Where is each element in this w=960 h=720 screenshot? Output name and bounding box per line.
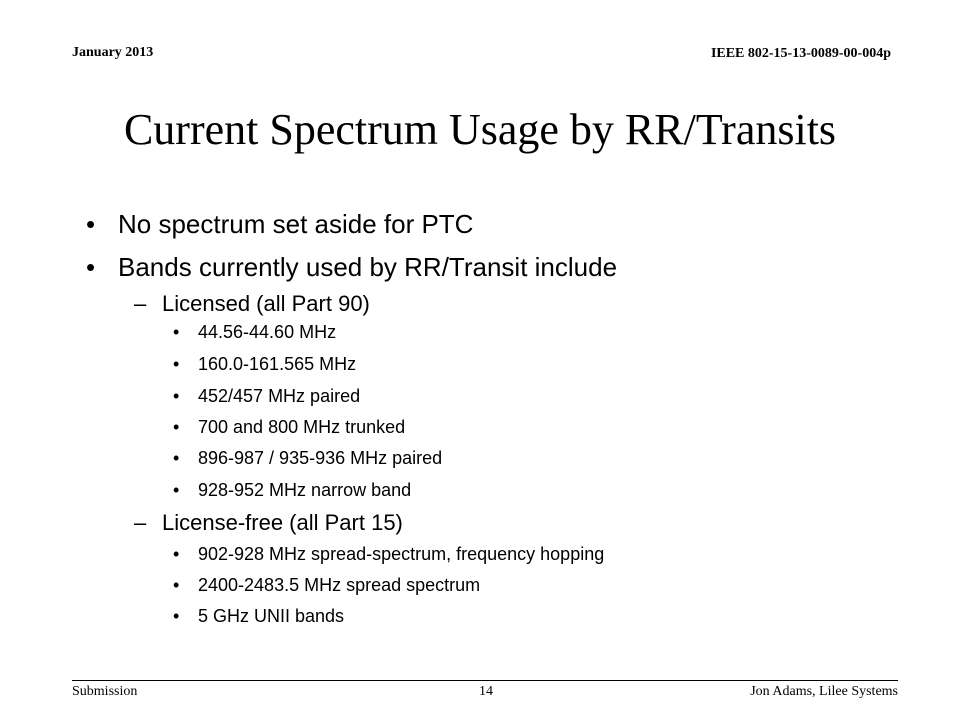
slide-title: Current Spectrum Usage by RR/Transits [123,105,837,154]
bullet-text: No spectrum set aside for PTC [118,209,474,239]
bullet-marker: • [173,575,180,595]
band-list-item [173,543,605,565]
bullet-marker: • [173,322,180,342]
band-text: 44.56-44.60 MHz [198,322,337,342]
band-list-item [173,605,345,627]
sub-bullet-text: Licensed (all Part 90) [162,291,370,316]
header-date: January 2013 [72,45,154,60]
band-text: 928-952 MHz narrow band [198,480,412,500]
band-text: 896-987 / 935-936 MHz paired [198,448,443,468]
footer-submission: Submission [72,684,138,699]
sub-bullet-licensed [134,291,370,317]
bullet-marker: • [173,606,180,626]
band-list-item [173,416,406,438]
band-text: 902-928 MHz spread-spectrum, frequency hopping [198,544,605,564]
band-text: 160.0-161.565 MHz [198,354,357,374]
bullet-item [86,209,474,239]
band-text: 2400-2483.5 MHz spread spectrum [198,575,481,595]
bullet-marker: • [86,209,96,239]
footer-divider [72,680,898,681]
band-text: 5 GHz UNII bands [198,606,345,626]
bullet-marker: • [173,480,180,500]
bullet-item [86,252,618,282]
sub-bullet-license-free [134,510,403,536]
band-text: 452/457 MHz paired [198,386,361,406]
dash-marker: – [134,510,147,535]
bullet-marker: • [173,417,180,437]
sub-bullet-text: License-free (all Part 15) [162,510,403,535]
bullet-marker: • [173,386,180,406]
bullet-marker: • [173,448,180,468]
band-list-item [173,447,443,469]
band-text: 700 and 800 MHz trunked [198,417,406,437]
band-list-item [173,479,412,501]
band-list-item [173,574,481,596]
band-list-item [173,321,337,343]
bullet-marker: • [173,354,180,374]
header-document-id: IEEE 802-15-13-0089-00-004p [710,46,891,61]
page-number: 14 [479,684,493,699]
dash-marker: – [134,291,147,316]
footer-author: Jon Adams, Lilee Systems [750,684,898,699]
band-list-item [173,353,357,375]
bullet-text: Bands currently used by RR/Transit include [118,252,618,282]
bullet-marker: • [173,544,180,564]
band-list-item [173,385,361,407]
bullet-marker: • [86,252,96,282]
